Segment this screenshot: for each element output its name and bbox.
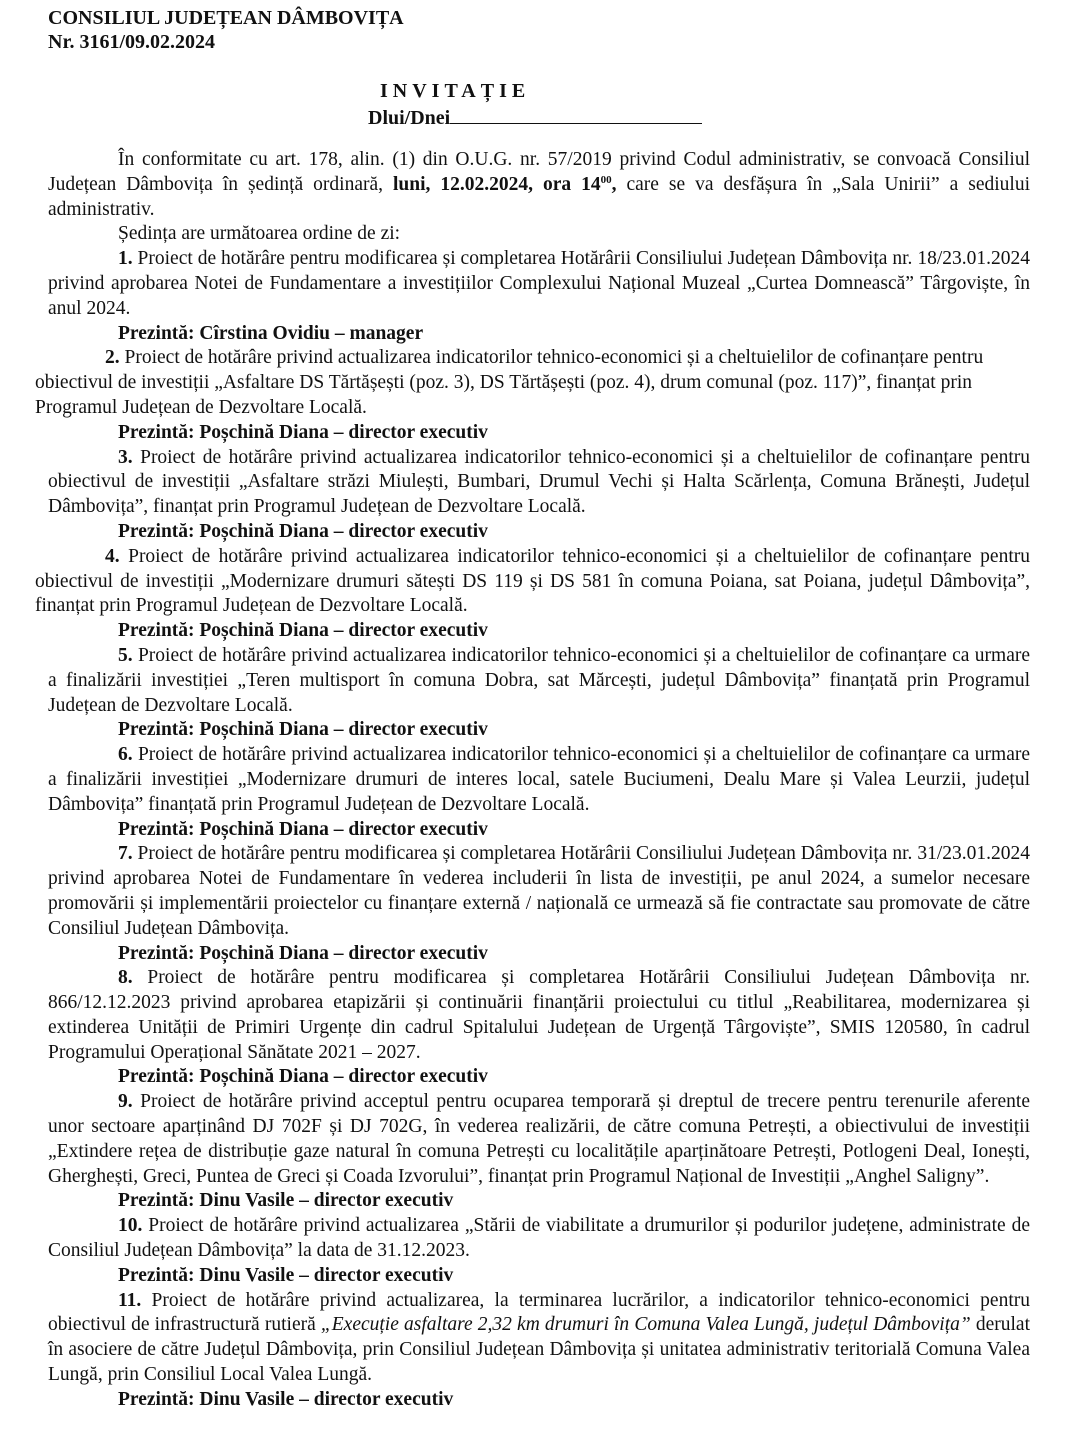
agenda-item-11: 11. Proiect de hotărâre privind actualizarea, la terminarea lucrărilor, a indicatorilor tehnico-economici pentru obiectivul de infrastructură rutieră „Execuție asfaltare 2,32 km drumuri în Comuna Valea Lungă, județul Dâmbovița” derulat în asociere de către Județul Dâmbovița, prin Consiliul Județean Dâmbovița și unitatea administrativ teritorială Comuna Valea Lungă, prin Consiliul Local Valea Lungă. Prezintă: Dinu Vasile – director executiv bbox=[48, 1289, 1030, 1413]
agenda-item-number: 7. bbox=[118, 843, 133, 865]
agenda-item-presenter: Prezintă: Poșchină Diana – director executiv bbox=[118, 719, 488, 741]
agenda-item-5 bbox=[48, 644, 1030, 743]
document-title: INVITAȚIE bbox=[380, 80, 531, 102]
agenda-item-presenter: Prezintă: Dinu Vasile – director executiv bbox=[118, 1264, 454, 1286]
document-body bbox=[35, 148, 1031, 1413]
agenda-item-number: 8. bbox=[118, 967, 133, 989]
agenda-item-text: Proiect de hotărâre privind actualizarea indicatorilor tehnico-economici și a cheltuielilor de cofinanțare pentru obiectivul de investiții „Modernizare drumuri sătești DS 119 și DS 581 în comuna Poiana, sat Poiana, județul Dâmbovița”, finanțat prin Programul Județean de Dezvoltare Locală. bbox=[35, 545, 1030, 617]
agenda-item-number: 11. bbox=[118, 1289, 142, 1311]
agenda-item-presenter: Prezintă: Poșchină Diana – director executiv bbox=[118, 620, 488, 642]
institution-name: CONSILIUL JUDEȚEAN DÂMBOVIȚA bbox=[48, 7, 404, 29]
agenda-item-text: Proiect de hotărâre pentru modificarea și completarea Hotărârii Consiliului Județean Dâmbovița nr. 866/12.12.2023 privind aprobarea etapizării și continuării finanțării proiectului cu titlul „Reabilitarea, modernizarea și extinderea Unității de Primiri Urgențe din cadrul Spitalului Județean de Urgență Târgoviște”, SMIS 120580, în cadrul Programului Operațional Sănătate 2021 – 2027. bbox=[48, 967, 1030, 1063]
agenda-item-number: 6. bbox=[118, 744, 133, 766]
agenda-item-text: Proiect de hotărâre privind actualizarea „Stării de viabilitate a drumurilor și podurilor județene, administrate de Consiliul Județean Dâmbovița” la data de 31.12.2023. bbox=[48, 1215, 1030, 1262]
agenda-item-presenter: Prezintă: Poșchină Diana – director executiv bbox=[118, 942, 488, 964]
agenda-item-text: Proiect de hotărâre privind actualizarea indicatorilor tehnico-economici și a cheltuielilor de cofinanțare pentru obiectivul de investiții „Asfaltare străzi Miulești, Bumbari, Drumul Vechi și Halta Scărlența, Comuna Brănești, Județul Dâmbovița”, finanțat prin Programul Județean de Dezvoltare Locală. bbox=[48, 446, 1030, 518]
agenda-item-number: 4. bbox=[105, 545, 120, 567]
agenda-item-presenter: Prezintă: Poșchină Diana – director executiv bbox=[118, 818, 488, 840]
agenda-item-presenter: Prezintă: Cîrstina Ovidiu – manager bbox=[118, 322, 424, 344]
agenda-item-number: 1. bbox=[118, 248, 133, 270]
agenda-intro: Ședința are următoarea ordine de zi: bbox=[118, 223, 401, 245]
agenda-item-text: Proiect de hotărâre privind acceptul pentru ocuparea temporară și dreptul de trecere pentru terenurile aferente unor sectoare aparținând DJ 702F și DJ 702G, în vederea realizării, de către comuna Petrești, a obiectivului de investiții „Extindere rețea de distribuție gaze natural în comuna Petrești cu localitățile aparținătoare Petrești, Potlogeni Deal, Ionești, Gherghești, Greci, Puntea de Greci și Coada Izvorului”, finanțat prin Programul Național de Investiții „Anghel Saligny”. bbox=[48, 1091, 1030, 1187]
project-title-italic: „Execuție asfaltare 2,32 km drumuri în Comuna Valea Lungă, județul Dâmbovița” bbox=[320, 1314, 971, 1336]
agenda-item-6 bbox=[48, 743, 1030, 842]
agenda-item-text: Proiect de hotărâre privind actualizarea, la terminarea lucrărilor, a indicatorilor tehnico-economici pentru obiectivul de infrastructură rutieră bbox=[48, 1289, 1030, 1336]
agenda-item-text: Proiect de hotărâre pentru modificarea și completarea Hotărârii Consiliului Județean Dâmbovița nr. 18/23.01.2024 privind aprobarea Notei de Fundamentare a investițiilor Complexului Național Muzeal „Curtea Domnească” Târgoviște, în anul 2024. bbox=[48, 248, 1030, 319]
agenda-item-8 bbox=[48, 966, 1030, 1090]
agenda-item-7 bbox=[48, 842, 1030, 966]
agenda-item-presenter: Prezintă: Dinu Vasile – director executiv bbox=[118, 1388, 454, 1410]
document-header bbox=[48, 6, 404, 54]
agenda-item-3 bbox=[48, 446, 1030, 545]
agenda-item-number: 9. bbox=[118, 1091, 133, 1113]
agenda-item-text: Proiect de hotărâre pentru modificarea și completarea Hotărârii Consiliului Județean Dâmbovița nr. 31/23.01.2024 privind aprobarea Notei de Fundamentare în vederea includerii în lista de investiții, pe anul 2024, a sumelor necesare promovării și implementării proiectelor cu finanțare externă / națională ce urmează să fie contractate sau promovate de către Consiliul Județean Dâmbovița. bbox=[48, 843, 1030, 939]
agenda-item-presenter: Prezintă: Poșchină Diana – director executiv bbox=[118, 421, 488, 443]
meeting-datetime: luni, 12.02.2024, ora $14^{00}$, bbox=[392, 173, 617, 195]
agenda-item-text: Proiect de hotărâre privind actualizarea indicatorilor tehnico-economici și a cheltuielilor de cofinanțare pentru obiectivul de investiții „Asfaltare DS Tărtășești (poz. 3), DS Tărtășești (poz. 4), drum comunal (poz. 117)”, finanțat prin Programul Județean de Dezvoltare Locală. bbox=[35, 347, 984, 418]
agenda-item-10 bbox=[48, 1214, 1030, 1288]
agenda-item-number: 5. bbox=[118, 644, 133, 666]
agenda-item-presenter: Prezintă: Poșchină Diana – director executiv bbox=[118, 1066, 488, 1088]
agenda-item-1 bbox=[48, 247, 1030, 346]
agenda-item-4 bbox=[35, 545, 1030, 644]
agenda-item-number: 10. bbox=[118, 1215, 143, 1237]
agenda-item-text: Proiect de hotărâre privind actualizarea indicatorilor tehnico-economici și a cheltuielilor de cofinanțare ca urmare a finalizării investiției „Modernizare drumuri de interes local, satele Buciumeni, Dealu Mare și Valea Leurzii, județul Dâmbovița” finanțată prin Programul Județean de Dezvoltare Locală. bbox=[48, 744, 1030, 815]
agenda-item-text: Proiect de hotărâre privind actualizarea indicatorilor tehnico-economici și a cheltuielilor de cofinanțare ca urmare a finalizării investiției „Teren multisport în comuna Dobra, sat Mărcești, județul Dâmbovița” finanțată prin Programul Județean de Dezvoltare Locală. bbox=[48, 644, 1030, 716]
agenda-item-presenter: Prezintă: Dinu Vasile – director executiv bbox=[118, 1190, 454, 1212]
agenda-item-number: 2. bbox=[105, 347, 120, 369]
intro-paragraph: În conformitate cu art. 178, alin. (1) din O.U.G. nr. 57/2019 privind Codul administrativ, se convoacă Consiliul Județean Dâmbovița în ședință ordinară, luni, 12.02.2024, ora $14^{00}$, care se va desfășura în „Sala Unirii” a sediului administrativ. bbox=[48, 149, 1030, 220]
agenda-item-presenter: Prezintă: Poșchină Diana – director executiv bbox=[118, 520, 488, 542]
agenda-item-number: 3. bbox=[118, 446, 133, 468]
addressee-line bbox=[368, 106, 702, 130]
agenda-item-9 bbox=[48, 1090, 1030, 1214]
addressee-blank-field bbox=[450, 106, 702, 124]
agenda-item-2 bbox=[35, 346, 1030, 445]
registration-number: Nr. 3161/09.02.2024 bbox=[48, 31, 216, 53]
addressee-label: Dlui/Dnei bbox=[368, 107, 451, 129]
